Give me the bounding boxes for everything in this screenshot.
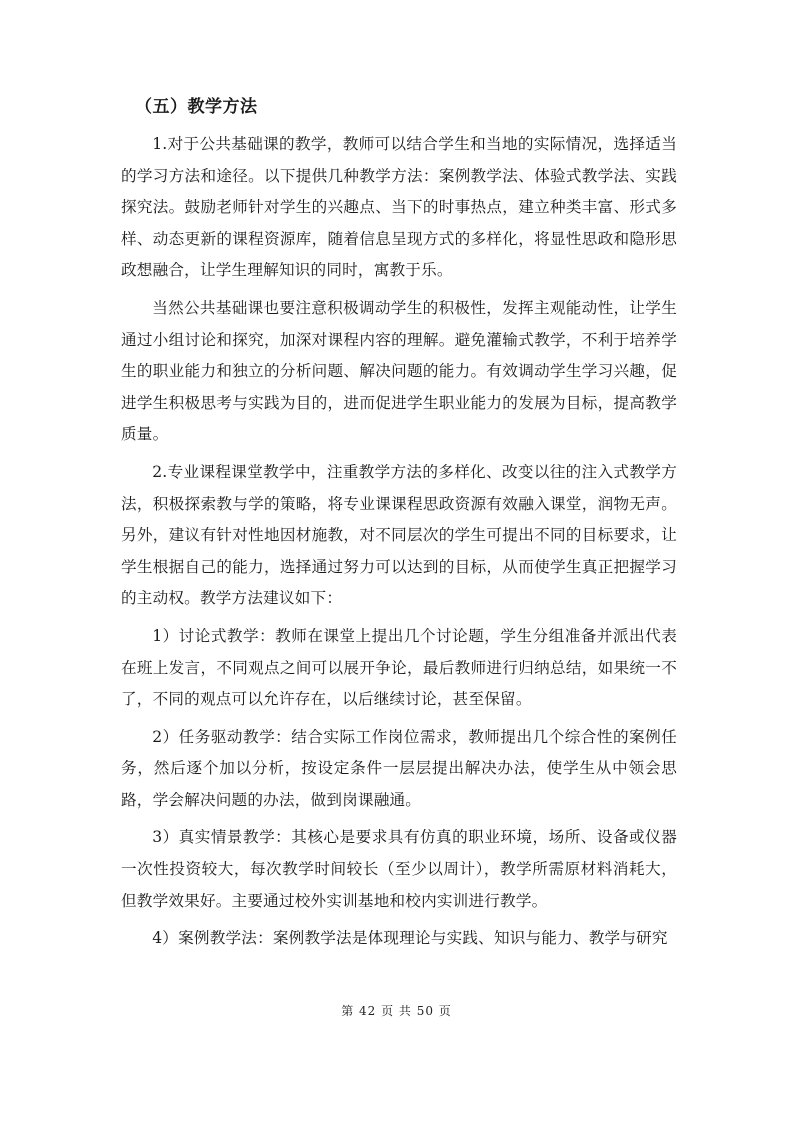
paragraph-discussion-teaching: 1）讨论式教学：教师在课堂上提出几个讨论题，学生分组准备并派出代表在班上发言，不同观点之间可以展开争论，最后教师进行归纳总结，如果统一不了，不同的观点可以允许存在，以后继续讨论，甚至保留。 (121, 626, 677, 709)
document-page (121, 95, 677, 961)
paragraph-public-course-engagement: 当然公共基础课也要注意积极调动学生的积极性，发挥主观能动性，让学生通过小组讨论和探究，加深对课程内容的理解。避免灌输式教学，不利于培养学生的职业能力和独立的分析问题、解决问题的能力。有效调动学生学习兴趣，促进学生积极思考与实践为目的，进而促进学生职业能力的发展为目标，提高教学质量。 (121, 298, 677, 444)
paragraph-task-driven-teaching: 2）任务驱动教学：结合实际工作岗位需求，教师提出几个综合性的案例任务，然后逐个加以分析，按设定条件一层层提出解决办法，使学生从中领会思路，学会解决问题的办法，做到岗课融通。 (121, 727, 677, 809)
paragraph-case-teaching: 4）案例教学法：案例教学法是体现理论与实践、知识与能力、教学与研究 (152, 929, 668, 948)
paragraph-professional-course-methods: 2.专业课程课堂教学中，注重教学方法的多样化、改变以往的注入式教学方法，积极探索教与学的策略，将专业课课程思政资源有效融入课堂，润物无声。另外，建议有针对性地因材施教，对不同层次的学生可提出不同的目标要求，让学生根据自己的能力，选择通过努力可以达到的目标，从而使学生真正把握学习的主动权。教学方法建议如下： (121, 462, 677, 608)
paragraph-real-scenario-teaching: 3）真实情景教学：其核心是要求具有仿真的职业环境，场所、设备或仪器一次性投资较大，每次教学时间较长（至少以周计），教学所需原材料消耗大，但教学效果好。主要通过校外实训基地和校内实训进行教学。 (121, 828, 677, 910)
section-heading: （五）教学方法 (135, 97, 258, 117)
page-number-footer: 第 42 页 共 50 页 (341, 1004, 452, 1018)
paragraph-public-course-methods: 1.对于公共基础课的教学，教师可以结合学生和当地的实际情况，选择适当的学习方法和途径。以下提供几种教学方法：案例教学法、体验式教学法、实践探究法。鼓励老师针对学生的兴趣点、当下的时事热点，建立种类丰富、形式多样、动态更新的课程资源库，随着信息呈现方式的多样化，将显性思政和隐形思政想融合，让学生理解知识的同时，寓教于乐。 (121, 135, 677, 280)
